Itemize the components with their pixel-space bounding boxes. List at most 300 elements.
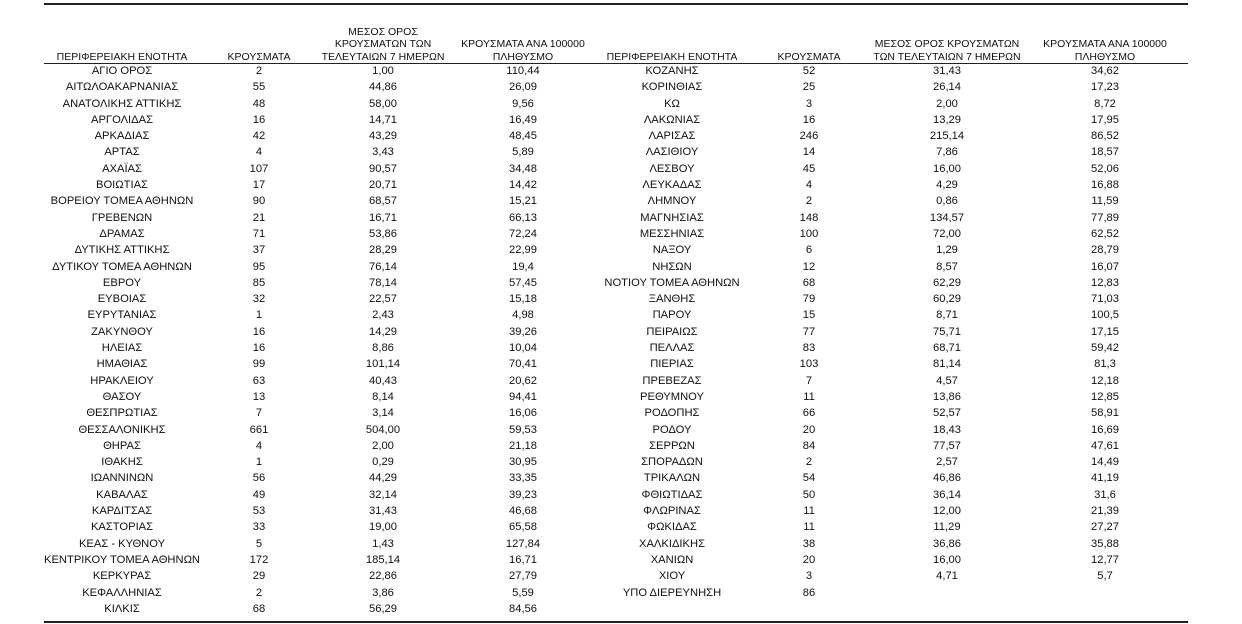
cell-avg7-right: 36,14 — [933, 488, 961, 501]
header-region-right: ΠΕΡΙΦΕΡΕΙΑΚΗ ΕΝΟΤΗΤΑ — [606, 50, 738, 63]
cell-per100k-right: 47,61 — [1091, 439, 1119, 452]
cell-cases-right: 15 — [802, 309, 816, 322]
cell-region-left: ΚΑΡΔΙΤΣΑΣ — [91, 505, 153, 518]
header-region-left: ΠΕΡΙΦΕΡΕΙΑΚΗ ΕΝΟΤΗΤΑ — [56, 50, 188, 63]
cell-avg7-right: 52,57 — [933, 407, 961, 420]
cell-per100k-left: 5,59 — [512, 586, 534, 599]
cell-region-right: ΛΕΣΒΟΥ — [649, 162, 695, 175]
cell-region-left: ΗΜΑΘΙΑΣ — [96, 358, 148, 371]
cell-per100k-left: 16,06 — [509, 407, 537, 420]
cell-avg7-right: 72,00 — [933, 227, 961, 240]
cell-cases-right: 79 — [802, 293, 816, 306]
table-row — [44, 487, 1188, 503]
cell-per100k-right: 17,95 — [1091, 113, 1119, 126]
cell-per100k-left: 26,09 — [509, 81, 537, 94]
cell-region-left: ΓΡΕΒΕΝΩΝ — [91, 211, 153, 224]
cell-region-right: ΠΙΕΡΙΑΣ — [650, 358, 694, 371]
cell-avg7-left: 20,71 — [369, 179, 397, 192]
cell-cases-right: 77 — [802, 325, 816, 338]
cell-cases-left: 71 — [252, 227, 266, 240]
cell-per100k-right: 8,72 — [1094, 97, 1116, 110]
cell-cases-left: 17 — [252, 179, 266, 192]
cell-region-right — [598, 601, 746, 617]
cell-per100k-left: 34,48 — [509, 162, 537, 175]
cell-per100k-left: 70,41 — [509, 358, 537, 371]
cell-region-right: ΣΕΡΡΩΝ — [649, 439, 695, 452]
top-rule — [44, 3, 1188, 5]
table-row — [44, 536, 1188, 552]
cell-cases-left: 42 — [252, 130, 266, 143]
cell-per100k-left: 30,95 — [509, 456, 537, 469]
cell-region-right: ΛΗΜΝΟΥ — [647, 195, 697, 208]
table-row — [44, 144, 1188, 160]
header-avg7-right: ΜΕΣΟΣ ΟΡΟΣ ΚΡΟΥΣΜΑΤΩΝ ΤΩΝ ΤΕΛΕΥΤΑΙΩΝ 7 ΗΜΕΡΩΝ — [873, 38, 1021, 63]
cell-avg7-right: 16,00 — [933, 553, 961, 566]
cell-region-left: ΘΕΣΣΑΛΟΝΙΚΗΣ — [78, 423, 166, 436]
cell-cases-left: 90 — [252, 195, 266, 208]
cell-avg7-right: 134,57 — [929, 211, 965, 224]
header-per100k-right: ΚΡΟΥΣΜΑΤΑ ΑΝΑ 100000 ΠΛΗΘΥΣΜΟ — [1043, 38, 1167, 63]
header-row — [44, 15, 1188, 63]
cell-avg7-left: 90,57 — [369, 162, 397, 175]
cell-cases-left: 2 — [255, 586, 263, 599]
cell-region-left: ΑΡΓΟΛΙΔΑΣ — [90, 113, 154, 126]
cell-per100k-left: 16,49 — [509, 113, 537, 126]
table-row — [44, 373, 1188, 389]
header-avg7-left: ΜΕΣΟΣ ΟΡΟΣ ΚΡΟΥΣΜΑΤΩΝ ΤΩΝ ΤΕΛΕΥΤΑΙΩΝ 7 ΗΜΕΡΩΝ — [321, 25, 445, 63]
cell-region-left: ΚΕΦΑΛΛΗΝΙΑΣ — [82, 586, 162, 599]
cell-per100k-right: 11,59 — [1091, 195, 1119, 208]
cell-per100k-left: 19,4 — [512, 260, 534, 273]
cell-cases-right: 246 — [799, 130, 819, 143]
cell-avg7-left: 16,71 — [369, 211, 397, 224]
cell-cases-right: 11 — [803, 390, 815, 403]
cell-region-right: ΠΕΙΡΑΙΩΣ — [646, 325, 698, 338]
cell-region-right: ΦΘΙΩΤΙΔΑΣ — [641, 488, 703, 501]
cell-per100k-left: 72,24 — [509, 227, 537, 240]
cell-cases-left: 5 — [255, 537, 263, 550]
cell-region-right: ΠΕΛΛΑΣ — [649, 342, 695, 355]
cell-per100k-left: 9,56 — [512, 97, 534, 110]
cell-region-left: ΚΙΛΚΙΣ — [104, 602, 140, 615]
cell-avg7-right: 13,29 — [933, 113, 961, 126]
cell-cases-right: 86 — [802, 586, 816, 599]
table-row — [44, 226, 1188, 242]
cell-region-right: ΛΑΡΙΣΑΣ — [648, 130, 696, 143]
cell-cases-right: 66 — [802, 407, 816, 420]
table-row — [44, 259, 1188, 275]
cell-region-right: ΜΑΓΝΗΣΙΑΣ — [640, 211, 704, 224]
cell-region-left: ΔΡΑΜΑΣ — [99, 227, 145, 240]
cell-per100k-left: 10,04 — [509, 342, 537, 355]
table-row — [44, 63, 1188, 79]
cell-avg7-left: 31,43 — [369, 505, 397, 518]
table-row — [44, 422, 1188, 438]
cell-cases-left: 16 — [252, 342, 266, 355]
table-row — [44, 112, 1188, 128]
cell-region-right: ΞΑΝΘΗΣ — [648, 293, 696, 306]
cell-avg7-right: 8,57 — [936, 260, 958, 273]
cell-region-right: ΡΟΔΟΥ — [652, 423, 692, 436]
cell-avg7-left: 68,57 — [369, 195, 397, 208]
cell-per100k-right: 81,3 — [1094, 358, 1116, 371]
cell-cases-left: 48 — [252, 97, 266, 110]
cell-region-left: ΔΥΤΙΚΟΥ ΤΟΜΕΑ ΑΘΗΝΩΝ — [52, 260, 192, 273]
cell-avg7-left: 101,14 — [365, 358, 401, 371]
cell-avg7-left: 2,00 — [372, 439, 394, 452]
table-row — [44, 568, 1188, 584]
table-row — [44, 552, 1188, 568]
cell-region-right: ΧΑΛΚΙΔΙΚΗΣ — [638, 537, 705, 550]
cell-cases-right — [746, 601, 872, 617]
cell-per100k-right: 12,77 — [1091, 553, 1119, 566]
table-body — [44, 63, 1188, 617]
cell-region-right: ΦΩΚΙΔΑΣ — [647, 521, 697, 534]
cell-cases-left: 33 — [252, 521, 266, 534]
table-row — [44, 193, 1188, 209]
cell-per100k-right: 41,19 — [1091, 472, 1119, 485]
cell-cases-left: 172 — [249, 553, 269, 566]
cell-region-right: ΛΕΥΚΑΔΑΣ — [642, 179, 702, 192]
cell-per100k-right: 17,23 — [1091, 81, 1119, 94]
cell-region-left: ΙΩΑΝΝΙΝΩΝ — [90, 472, 154, 485]
table-row — [44, 96, 1188, 112]
cell-avg7-left: 22,86 — [369, 570, 397, 583]
cell-region-left: ΕΥΒΟΙΑΣ — [97, 293, 147, 306]
cell-per100k-left: 127,84 — [505, 537, 541, 550]
cell-avg7-left: 40,43 — [369, 374, 397, 387]
table-row — [44, 307, 1188, 323]
cell-per100k-left: 22,99 — [509, 244, 537, 257]
cell-region-left: ΒΟΙΩΤΙΑΣ — [96, 179, 148, 192]
cell-per100k-left: 5,89 — [512, 146, 534, 159]
cell-per100k-left: 39,26 — [509, 325, 537, 338]
cell-avg7-left: 14,71 — [369, 113, 397, 126]
cell-avg7-right: 8,71 — [936, 309, 958, 322]
cell-region-right: ΡΟΔΟΠΗΣ — [644, 407, 700, 420]
cell-region-right: ΚΟΖΑΝΗΣ — [645, 65, 699, 77]
cell-per100k-left: 4,98 — [512, 309, 534, 322]
cell-per100k-right: 12,85 — [1091, 390, 1119, 403]
cell-region-right: ΧΙΟΥ — [658, 570, 686, 583]
cell-avg7-right: 68,71 — [933, 342, 961, 355]
cell-region-left: ΘΑΣΟΥ — [102, 390, 142, 403]
cell-region-left: ΑΝΑΤΟΛΙΚΗΣ ΑΤΤΙΚΗΣ — [62, 97, 182, 110]
cell-region-right: ΝΗΣΩΝ — [652, 260, 692, 273]
cell-region-left: ΘΕΣΠΡΩΤΙΑΣ — [86, 407, 158, 420]
cell-cases-left: 661 — [249, 423, 269, 436]
cell-cases-left: 13 — [252, 390, 266, 403]
cell-per100k-right: 28,79 — [1091, 244, 1119, 257]
cell-cases-right: 84 — [802, 439, 816, 452]
cell-region-right: ΚΩ — [664, 97, 680, 110]
cell-per100k-left: 84,56 — [509, 602, 537, 615]
cell-cases-left: 53 — [252, 505, 266, 518]
cell-cases-right: 38 — [802, 537, 816, 550]
cell-avg7-left: 76,14 — [369, 260, 397, 273]
cell-region-left: ΔΥΤΙΚΗΣ ΑΤΤΙΚΗΣ — [74, 244, 170, 257]
table-row — [44, 210, 1188, 226]
cell-region-left: ΑΓΙΟ ΟΡΟΣ — [91, 65, 153, 77]
cell-cases-left: 95 — [252, 260, 266, 273]
cell-region-left: ΚΑΣΤΟΡΙΑΣ — [90, 521, 154, 534]
cell-per100k-left: 15,21 — [509, 195, 537, 208]
header-cases-left: ΚΡΟΥΣΜΑΤΑ — [227, 50, 291, 63]
cell-avg7-left: 0,29 — [372, 456, 394, 469]
cell-region-right: ΛΑΚΩΝΙΑΣ — [643, 113, 701, 126]
cell-avg7-left: 185,14 — [365, 553, 401, 566]
cell-region-left: ΚΕΡΚΥΡΑΣ — [92, 570, 152, 583]
cell-per100k-right: 59,42 — [1091, 342, 1119, 355]
cell-avg7-right: 18,43 — [933, 423, 961, 436]
cell-region-right: ΣΠΟΡΑΔΩΝ — [641, 456, 703, 469]
cell-region-left: ΒΟΡΕΙΟΥ ΤΟΜΕΑ ΑΘΗΝΩΝ — [50, 195, 194, 208]
cell-avg7-right: 12,00 — [933, 505, 961, 518]
cell-cases-left: 56 — [252, 472, 266, 485]
cell-avg7-left: 53,86 — [369, 227, 397, 240]
table-row — [44, 470, 1188, 486]
cell-per100k-right: 27,27 — [1091, 521, 1119, 534]
cell-per100k-left: 48,45 — [509, 130, 537, 143]
cell-cases-right: 50 — [802, 488, 816, 501]
cell-region-right: ΠΑΡΟΥ — [652, 309, 692, 322]
cell-cases-right: 11 — [803, 505, 815, 518]
cell-per100k-right — [1022, 601, 1188, 617]
cell-region-right: ΧΑΝΙΩΝ — [650, 553, 694, 566]
cell-per100k-right: 100,5 — [1091, 309, 1119, 322]
cell-avg7-left: 58,00 — [369, 97, 397, 110]
cell-region-left: ΑΧΑΪΑΣ — [102, 162, 142, 175]
cell-per100k-right: 77,89 — [1091, 211, 1119, 224]
cell-avg7-left: 3,86 — [372, 586, 394, 599]
cell-cases-right: 4 — [805, 179, 813, 192]
cell-per100k-right: 58,91 — [1091, 407, 1119, 420]
cell-cases-left: 2 — [255, 65, 263, 77]
cell-per100k-right: 16,07 — [1091, 260, 1119, 273]
cell-per100k-left: 20,62 — [509, 374, 537, 387]
cell-cases-left: 68 — [252, 602, 266, 615]
cell-avg7-left: 32,14 — [369, 488, 397, 501]
cell-region-left: ΚΑΒΑΛΑΣ — [96, 488, 148, 501]
cell-region-left: ΑΡΤΑΣ — [104, 146, 140, 159]
cell-per100k-left: 21,18 — [509, 439, 537, 452]
cell-cases-right: 3 — [805, 97, 813, 110]
cell-per100k-right: 12,83 — [1091, 276, 1119, 289]
table-row — [44, 389, 1188, 405]
cell-cases-right: 148 — [799, 211, 819, 224]
cell-cases-left: 37 — [252, 244, 266, 257]
cell-avg7-right: 1,29 — [936, 244, 958, 257]
cell-cases-left: 107 — [249, 162, 269, 175]
cell-avg7-right: 4,57 — [936, 374, 958, 387]
cell-per100k-left: 46,68 — [509, 505, 537, 518]
cell-cases-right: 25 — [802, 81, 816, 94]
cell-per100k-right: 34,62 — [1091, 65, 1119, 77]
table-row — [44, 177, 1188, 193]
cell-per100k-right: 16,69 — [1091, 423, 1119, 436]
cell-per100k-right: 71,03 — [1091, 293, 1119, 306]
cell-avg7-right: 26,14 — [933, 81, 961, 94]
cell-avg7-left: 43,29 — [369, 130, 397, 143]
cell-avg7-left: 14,29 — [369, 325, 397, 338]
cell-per100k-left: 39,23 — [509, 488, 537, 501]
cell-region-right: ΤΡΙΚΑΛΩΝ — [643, 472, 701, 485]
cell-region-left: ΙΘΑΚΗΣ — [101, 456, 143, 469]
cell-avg7-left: 1,43 — [372, 537, 394, 550]
cases-by-region-table — [44, 15, 1188, 617]
table-row — [44, 275, 1188, 291]
cell-cases-right: 3 — [805, 570, 813, 583]
table-row — [44, 405, 1188, 421]
cell-cases-right: 100 — [799, 227, 819, 240]
cell-avg7-right: 60,29 — [933, 293, 961, 306]
cell-per100k-left: 33,35 — [509, 472, 537, 485]
cell-per100k-left: 110,44 — [506, 65, 540, 77]
cell-cases-right: 83 — [802, 342, 816, 355]
cell-region-left: ΚΕΝΤΡΙΚΟΥ ΤΟΜΕΑ ΑΘΗΝΩΝ — [44, 553, 200, 566]
cell-avg7-right: 31,43 — [933, 65, 961, 77]
cell-region-left: ΑΙΤΩΛΟΑΚΑΡΝΑΝΙΑΣ — [65, 81, 179, 94]
table-row — [44, 356, 1188, 372]
cell-cases-right: 14 — [802, 146, 816, 159]
cell-avg7-left: 1,00 — [372, 65, 394, 77]
cell-per100k-left: 66,13 — [509, 211, 537, 224]
cell-avg7-left: 3,14 — [372, 407, 394, 420]
cell-cases-left: 7 — [255, 407, 263, 420]
table-row — [44, 161, 1188, 177]
cell-region-left: ΕΒΡΟΥ — [102, 276, 142, 289]
bottom-rule — [44, 621, 1188, 623]
cell-per100k-right: 52,06 — [1091, 162, 1119, 175]
table-row — [44, 454, 1188, 470]
cell-avg7-right: 13,86 — [933, 390, 961, 403]
cell-per100k-right: 62,52 — [1091, 227, 1119, 240]
cell-cases-left: 1 — [255, 309, 263, 322]
cell-region-left: ΗΛΕΙΑΣ — [101, 342, 143, 355]
cell-per100k-left: 59,53 — [509, 423, 537, 436]
cell-cases-left: 16 — [252, 325, 266, 338]
cell-cases-right: 68 — [802, 276, 816, 289]
cell-cases-left: 21 — [252, 211, 266, 224]
cell-per100k-right: 17,15 — [1091, 325, 1119, 338]
cell-per100k-left: 16,71 — [509, 553, 537, 566]
cell-region-right: ΛΑΣΙΘΙΟΥ — [645, 146, 699, 159]
cell-avg7-right: 4,71 — [936, 570, 958, 583]
cell-region-right: ΦΛΩΡΙΝΑΣ — [643, 505, 701, 518]
table-row — [44, 519, 1188, 535]
cell-per100k-left: 94,41 — [509, 390, 537, 403]
cell-region-right: ΝΑΞΟΥ — [652, 244, 692, 257]
cell-region-right: ΡΕΘΥΜΝΟΥ — [640, 390, 704, 403]
table-row — [44, 79, 1188, 95]
cell-per100k-right: 31,6 — [1094, 488, 1116, 501]
table-row — [44, 340, 1188, 356]
cell-avg7-left: 504,00 — [365, 423, 401, 436]
cell-per100k-right: 86,52 — [1091, 130, 1119, 143]
cell-region-left: ΘΗΡΑΣ — [103, 439, 141, 452]
cell-cases-right: 103 — [799, 358, 819, 371]
cell-per100k-right: 18,57 — [1091, 146, 1119, 159]
cell-cases-left: 99 — [252, 358, 266, 371]
cell-cases-left: 1 — [255, 456, 263, 469]
cell-cases-left: 29 — [252, 570, 266, 583]
cell-avg7-left: 8,14 — [372, 390, 394, 403]
table-row — [44, 503, 1188, 519]
cell-per100k-right: 16,88 — [1091, 179, 1119, 192]
cell-avg7-right: 11,29 — [933, 521, 961, 534]
cell-per100k-right: 14,49 — [1091, 456, 1119, 469]
covid-cases-table-sheet — [44, 0, 1188, 624]
cell-avg7-left: 28,29 — [369, 244, 397, 257]
table-row — [44, 291, 1188, 307]
cell-region-right: ΚΟΡΙΝΘΙΑΣ — [641, 81, 703, 94]
table-row — [44, 128, 1188, 144]
cell-avg7-right: 16,00 — [933, 162, 961, 175]
cell-avg7-right: 2,57 — [936, 456, 958, 469]
cell-avg7-left: 44,86 — [369, 81, 397, 94]
cell-cases-left: 63 — [252, 374, 266, 387]
cell-avg7-right: 77,57 — [933, 439, 961, 452]
cell-per100k-right: 12,18 — [1091, 374, 1119, 387]
cell-avg7-right: 7,86 — [936, 146, 958, 159]
cell-per100k-left: 27,79 — [509, 570, 537, 583]
cell-per100k-left: 15,18 — [509, 293, 537, 306]
cell-avg7-right: 0,86 — [936, 195, 958, 208]
cell-cases-right: 20 — [802, 553, 816, 566]
cell-avg7-right: 4,29 — [936, 179, 958, 192]
cell-avg7-left: 44,29 — [369, 472, 397, 485]
table-row — [44, 601, 1188, 617]
table-row — [44, 324, 1188, 340]
cell-cases-right: 12 — [802, 260, 816, 273]
header-cases-right: ΚΡΟΥΣΜΑΤΑ — [777, 50, 841, 63]
cell-cases-right: 45 — [802, 162, 816, 175]
cell-avg7-right: 75,71 — [933, 325, 961, 338]
cell-cases-right: 6 — [805, 244, 813, 257]
cell-per100k-right: 21,39 — [1091, 505, 1119, 518]
cell-region-left: ΑΡΚΑΔΙΑΣ — [94, 130, 150, 143]
cell-region-right: ΠΡΕΒΕΖΑΣ — [642, 374, 702, 387]
cell-per100k-left: 57,45 — [509, 276, 537, 289]
cell-avg7-right: 215,14 — [929, 130, 965, 143]
cell-avg7-left: 22,57 — [369, 293, 397, 306]
cell-cases-left: 49 — [252, 488, 266, 501]
cell-cases-right: 7 — [805, 374, 813, 387]
cell-avg7-left: 56,29 — [369, 602, 397, 615]
cell-per100k-left: 65,58 — [509, 521, 537, 534]
cell-avg7-right: 36,86 — [933, 537, 961, 550]
cell-avg7-left: 19,00 — [369, 521, 397, 534]
cell-cases-left: 55 — [252, 81, 266, 94]
cell-per100k-right: 5,7 — [1097, 570, 1113, 583]
cell-region-right: ΥΠΟ ΔΙΕΡΕΥΝΗΣΗ — [622, 586, 722, 599]
cell-region-left: ΕΥΡΥΤΑΝΙΑΣ — [87, 309, 157, 322]
cell-avg7-right: 81,14 — [933, 358, 961, 371]
cell-region-right: ΜΕΣΣΗΝΙΑΣ — [639, 227, 705, 240]
cell-avg7-right: 2,00 — [936, 97, 958, 110]
cell-cases-left: 16 — [252, 113, 266, 126]
cell-avg7-left: 2,43 — [372, 309, 394, 322]
cell-cases-left: 32 — [252, 293, 266, 306]
cell-cases-right: 2 — [805, 456, 813, 469]
cell-avg7-left: 3,43 — [372, 146, 394, 159]
cell-region-left: ΖΑΚΥΝΘΟΥ — [91, 325, 153, 338]
cell-avg7-right — [872, 601, 1022, 617]
cell-avg7-left: 8,86 — [372, 342, 394, 355]
cell-cases-right: 16 — [802, 113, 816, 126]
cell-per100k-right — [1022, 585, 1188, 601]
cell-cases-right: 11 — [803, 521, 815, 534]
